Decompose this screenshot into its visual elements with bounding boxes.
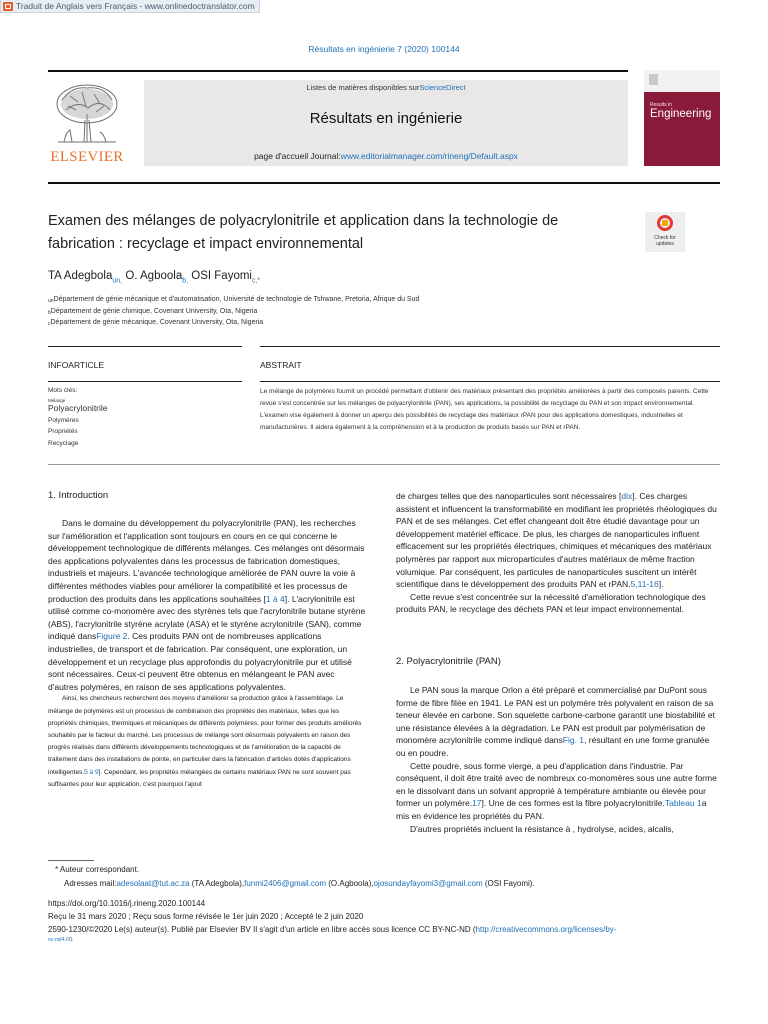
journal-cover-thumbnail[interactable] [644, 70, 720, 166]
citation-link[interactable]: dix [621, 491, 633, 501]
abstract-body: Le mélange de polymères fournit un procédé permettant d'obtenir des matériaux présentant des propriétés améliorées à partir des composés parents. Cette revue s'est concentrée sur les mélanges de polyacrylonitrile (PAN), ses applications, la possibilité de recyclage du PAN et son impact environnemental. L'examen vise également à donner un aperçu des possibilités de recyclage des matériaux rPAN pour des applications domestiques, industrielles et manufacturières. Il aidera également à la compréhension et à la production de produits basés sur PAN et rPAN. [260, 388, 709, 431]
paragraph-text: , résultant en une forme granulée ou en poudre. [396, 735, 710, 758]
paragraph-text: ]. L'acrylonitrile est utilisé comme co-monomère avec des styrènes tels que l'acrylonitrile butane styrène (ABS), l'acrylonitrile styrène acrylate (ASA) et le styrène acrylonitrile (SAN), comme indiqué dans [48, 593, 366, 642]
license-link[interactable]: http://creativecommons.org/licenses/by- [475, 925, 617, 934]
paragraph-text: ]. Ces charges assistent et influencent la transformabilité en modifiant les propriétés rhéologiques du PAN et de ses mélanges. Cet effet changeant doit être étudié davantage pour un développement matériel efficace. De plus, les charges de nanoparticules influent efficacement sur les propriétés électriques, chimiques et mécaniques des matériaux polymères par rapport aux microparticules d'autres matériaux de même fraction volumique. Par conséquent, les particules de nanoparticules suscitent un intérêt scientifique dans le développement des produits PAN et rPAN. [396, 491, 717, 590]
keyword-item: Polymères [48, 416, 79, 424]
figure-link[interactable]: Figure 2 [96, 631, 128, 642]
keyword-item: Propriétés [48, 428, 78, 435]
check-updates-line1: Check for [654, 235, 676, 241]
figure-link[interactable]: Fig. 1 [562, 735, 585, 746]
paragraph: D'autres propriétés incluent la résistance à , hydrolyse, acides, alcalis, [410, 823, 674, 834]
paragraph-text: de charges telles que des nanoparticules sont nécessaires [ [396, 491, 622, 501]
contents-available-line [144, 83, 628, 92]
journal-name: Résultats en ingénierie [309, 110, 463, 127]
cover-title: Engineering [650, 108, 712, 120]
abstract-rule-top [260, 346, 720, 347]
author-name[interactable]: OSI Fayomi [191, 270, 252, 282]
tree-illustration [48, 80, 126, 148]
affiliation-line [48, 296, 419, 304]
paragraph [48, 693, 366, 791]
translator-banner[interactable] [0, 0, 260, 13]
email-owner: (OSI Fayomi). [482, 879, 535, 888]
affiliation-mark: c [48, 321, 51, 327]
journal-citation[interactable]: Résultats en ingénierie 7 (2020) 100144 [308, 44, 460, 54]
author-list [48, 270, 260, 284]
author-affiliation-mark[interactable]: b, [182, 277, 189, 285]
paragraph-text: a mis en évidence les propriétés du PAN. [396, 798, 707, 821]
email-line [64, 879, 535, 888]
paragraph [396, 684, 720, 760]
paragraph [48, 517, 366, 693]
affiliation-mark: un [48, 298, 54, 304]
body-column-left [48, 517, 366, 791]
author-affiliation-mark[interactable]: un, [112, 277, 123, 285]
abstract-end-rule [48, 464, 720, 465]
affiliation-text: Département de génie mécanique et d'automatisation, Université de technologie de Tshwane, Pretoria, Afrique du Sud [53, 296, 420, 303]
table-link[interactable]: Tableau 1 [664, 798, 702, 809]
abstract-rule-bottom [260, 381, 720, 382]
paragraph-text: . Ces produits PAN ont de nombreuses applications industrielles, de transport et de fabrication. Par conséquent, une exploration, un développement et un recyclage plus approfondis du polyacrylonitrile pur et utilisé sont nécessaires. Ceux-ci peuvent être obtenus en mélangeant le PAN avec d'autres polymères, en raison de ses applications polyvalentes. [48, 631, 352, 692]
keyword-item: Polyacrylonitrile [48, 403, 108, 413]
email-link[interactable]: ojosundayfayomi3@gmail.com [373, 879, 483, 888]
citation-link[interactable]: 1 à 4 [265, 593, 285, 604]
license-text: 2590-1230/©2020 Le(s) auteur(s). Publié par Elsevier BV Il s'agit d'un article en libre accès sous licence CC BY-NC-ND ( [48, 925, 476, 934]
banner-text: Traduit de Anglais vers Français - www.onlinedoctranslator.com [16, 1, 255, 11]
citation-link[interactable]: 17 [472, 798, 482, 809]
affiliation-mark: b [48, 310, 51, 316]
cover-mini-logo [649, 74, 658, 85]
homepage-prefix: page d'accueil Journal: [254, 151, 341, 161]
paragraph [396, 760, 720, 823]
section-heading-introduction: 1. Introduction [48, 490, 109, 501]
citation-link[interactable]: 5 à 9 [84, 768, 99, 776]
keyword-item: Mélange [48, 398, 66, 403]
affiliation-text: Département de génie chimique, Covenant University, Ota, Nigeria [50, 308, 258, 315]
paragraph-text: ]. [658, 579, 664, 590]
email-owner: (TA Adegbola), [189, 879, 245, 888]
received-dates: Reçu le 31 mars 2020 ; Reçu sous forme révisée le 1er juin 2020 ; Accepté le 2 juin 2020 [48, 912, 364, 921]
license-line-2 [48, 937, 73, 943]
author-name[interactable]: O. Agboola [125, 270, 183, 282]
affiliation-line [48, 319, 263, 327]
elsevier-logo[interactable] [48, 80, 126, 166]
cover-subtitle: Results in [650, 102, 672, 108]
translate-icon [3, 2, 13, 11]
info-rule-bottom [48, 381, 242, 382]
elsevier-wordmark: ELSEVIER [50, 149, 124, 165]
doi-link[interactable]: https://doi.org/10.1016/j.rineng.2020.100144 [48, 899, 206, 908]
license-text: ). [70, 937, 74, 943]
info-rule-top [48, 346, 242, 347]
corresponding-author-note: * Auteur correspondant. [55, 865, 140, 874]
bookmark-icon [662, 220, 668, 226]
check-updates-line2: updates [656, 241, 674, 247]
paragraph-text: Ainsi, les chercheurs recherchent des moyens d'améliorer sa production grâce à l'assemblage. Le mélange de polymères est un processus de combinaison des propriétés des matériaux, telles que les propriétés chimiques, thermiques et mécaniques de différents polymères, pour former des produits améliorés souhaités par le facteur du marché. Les processus de mélange sont désormais polyvalents en raison des progrès réalisés dans différents développements technologiques et de l'amélioration de la capacité de traitement dans des installations de pointe, en particulier dans la fabrication d'articles dotés d'applications intelligentes. [48, 695, 362, 776]
author-name[interactable]: TA Adegbola [48, 270, 113, 282]
sciencedirect-link[interactable]: ScienceDirect [419, 83, 466, 92]
article-info-heading: INFOARTICLE [48, 360, 105, 370]
contents-prefix: Listes de matières disponibles sur [306, 83, 420, 92]
paragraph-text: ]. Cependant, les propriétés mélangées de certains matériaux PAN ne sont souvent pas suffisantes pour leur application, c'est pourquoi l'ajout [48, 768, 351, 788]
affiliation-text: Département de génie mécanique, Covenant University, Ota, Nigeria [50, 319, 264, 326]
email-link[interactable]: adesolaat@tut.ac.za [116, 879, 190, 888]
check-for-updates-badge[interactable] [645, 212, 685, 252]
section-heading-pan: 2. Polyacrylonitrile (PAN) [396, 656, 501, 667]
paragraph-text: ]. Une de ces formes est la fibre polyacrylonitrile. [481, 798, 665, 809]
email-link[interactable]: funmi2406@gmail.com [244, 879, 327, 888]
footnote-rule [48, 860, 94, 861]
body-column-right-bottom [396, 684, 720, 835]
paragraph: Cette revue s'est concentrée sur la nécessité d'amélioration technologique des produits PAN, le recyclage des déchets PAN et leur impact environnemental. [396, 591, 706, 615]
paragraph-text: Le PAN sous la marque Orlon a été préparé et commercialisé par DuPont sous forme de fibre filée en 1941. Le PAN est un polymère très polyvalent en raison de sa teneur élevée en carbone. Son squelette carbone-carbone garantit une biostabilité et une résistance élevées à la dégradation. Le PAN est produit par polymérisation de monomère acrylonitrile comme indiqué dans [396, 685, 715, 746]
keywords-label: Mots clés: [48, 387, 78, 394]
email-prefix: Adresses mail: [64, 879, 117, 888]
paragraph-text: Dans le domaine du développement du polyacrylonitrile (PAN), les recherches sur l'amélioration et l'application sont toujours en cours en ce qui concerne le développement technologique de différents mélanges. Ces mélanges ont désormais des applications polyvalentes dans les processus de fabrication domestiques, industriels et majeurs. L'avancée technologique améliorée de PAN ouvre la voie à différentes méthodes viables pour améliorer la compatibilité et les processus de production des produits dans les applications souhaitées [ [48, 518, 365, 604]
paragraph-text: Cette poudre, sous forme vierge, a peu d'application dans l'industrie. Par conséquent, il doit être traité avec de nombreux co-monomères sous une autre forme en le dissolvant dans un solvant approprié à température ambiante ou élevée pour former un polymère. [396, 760, 717, 809]
top-rule [48, 70, 628, 72]
journal-homepage-line [144, 151, 628, 161]
header-bottom-rule [48, 182, 720, 184]
author-affiliation-mark[interactable]: c,* [251, 277, 261, 285]
affiliation-line [48, 308, 257, 316]
keywords-list [48, 398, 108, 449]
license-link[interactable]: nc-nd/4.0/ [48, 937, 71, 943]
email-owner: (O.Agboola), [326, 879, 374, 888]
keyword-item: Recyclage [48, 439, 79, 447]
homepage-link[interactable]: www.editorialmanager.com/rineng/Default.aspx [340, 151, 518, 161]
body-column-right-top [396, 490, 720, 616]
paragraph [396, 490, 720, 591]
citation-link[interactable]: 5,11-16 [630, 579, 659, 590]
article-title: Examen des mélanges de polyacrylonitrile et application dans la technologie de fabrication : recyclage et impact environnemental [48, 213, 559, 252]
license-line [48, 925, 616, 934]
abstract-heading: ABSTRAIT [260, 360, 302, 370]
